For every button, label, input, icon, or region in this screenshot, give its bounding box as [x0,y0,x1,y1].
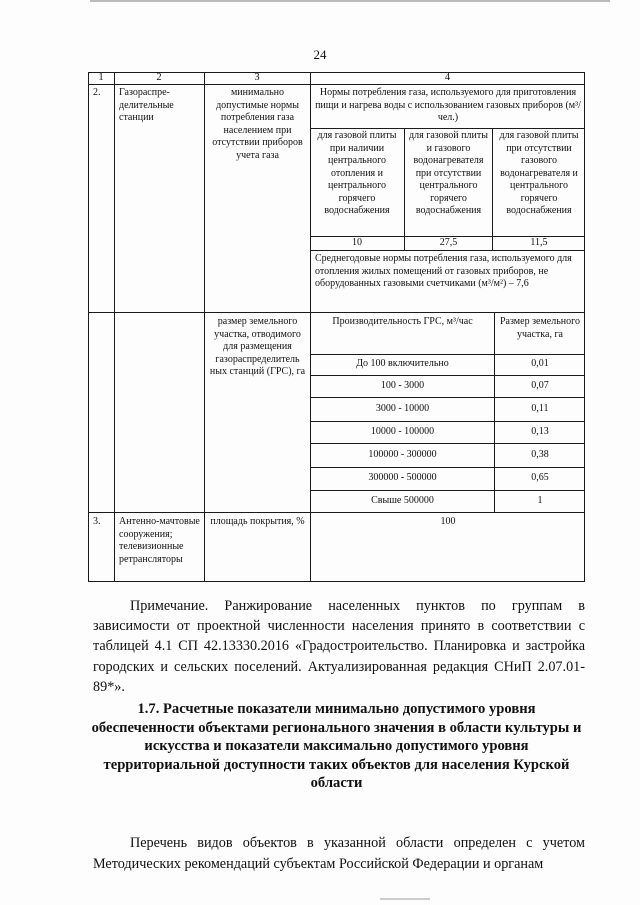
norm-col-label-3: для газовой плиты при отсутствии газового водонагревателя и центрального горячего водоснабжения [499,130,579,216]
norm-col-label-1: для газовой плиты при наличии центрального отопления и центрального горячего водоснабжения [317,130,397,216]
body-paragraph: Перечень видов объектов в указанной области определен с учетом Методических рекомендаций субъектам Российской Федерации и органам [93,835,585,872]
land-size-7: 1 [537,495,543,506]
table-border-left [88,72,89,582]
land-row-divider-1 [310,375,585,376]
norms-title-divider [310,128,585,129]
land-row-divider-5 [310,467,585,468]
note-paragraph: Примечание. Ранжирование населенных пунктов по группам в зависимости от проектной численности населения принято в соответствии с таблицей 4.1 СП 42.13330.2016 «Градостроительство. Планировка и застройка городских и сельских поселений. Актуализированная редакция СНиП 2.07.01-89*». [93,598,585,695]
header-col-3: 3 [254,72,260,83]
gas-norm-indicator: минимально допустимые нормы потребления газа населением при отсутствии приборов учета газа [212,87,303,161]
norms-values-bottom [310,250,585,251]
antenna-indicator: площадь покрытия, % [210,516,305,527]
land-size-6: 0,65 [531,472,549,483]
norm-value-1: 10 [352,237,362,248]
heating-norm-text: Среднегодовые нормы потребления газа, используемого для отопления жилых помещений от газовых приборов, не оборудованных газовыми счетчиками (м³/м²) – 7,6 [315,253,572,289]
land-size-5: 0,38 [531,449,549,460]
land-row-divider-4 [310,443,585,444]
col-divider-1 [114,72,115,582]
land-size-indicator: размер земельного участка, отводимого для размещения газораспределитель ных станций (ГРС), га [209,316,306,377]
land-size-4: 0,13 [531,426,549,437]
norm-value-2: 27,5 [439,237,458,248]
land-row-divider [88,312,585,313]
col-divider-2 [204,72,205,582]
land-row-divider-6 [310,490,585,491]
scan-top-rule [90,0,610,2]
land-capacity-3: 3000 - 10000 [375,403,430,414]
norm-col-label-2: для газовой плиты и газового водонагревателя при отсутствии центрального горячего водоснабжения [409,130,488,216]
land-capacity-2: 100 - 3000 [380,380,425,391]
land-row-divider-2 [310,397,585,398]
land-col-divider [494,312,495,512]
norms-col-divider-a [404,128,405,250]
land-size-2: 0,07 [531,380,549,391]
gas-norms-title: Нормы потребления газа, используемого для приготовления пищи и нагрева воды с использованием газовых приборов (м³/чел.) [315,87,581,123]
land-size-3: 0,11 [531,403,549,414]
land-capacity-6: 300000 - 500000 [368,472,437,483]
land-capacity-1: До 100 включительно [356,358,449,369]
land-capacity-header: Производительность ГРС, м³/час [332,316,473,327]
antenna-row-number: 3. [93,516,101,527]
antenna-row-divider [88,512,585,513]
header-col-4: 4 [444,72,451,83]
land-header-divider [310,354,585,355]
gas-row-number: 2. [93,87,101,98]
antenna-object-name: Антенно-мачтовые сооружения; телевизионные ретрансляторы [119,516,200,565]
scan-bottom-mark [380,898,430,900]
table-border-right [584,72,585,582]
norms-table [88,72,585,582]
gas-object-name: Газораспре-делительные станции [119,87,174,123]
land-row-divider-3 [310,421,585,422]
page-number: 24 [313,47,327,62]
norm-value-3: 11,5 [530,237,548,248]
land-capacity-4: 10000 - 100000 [370,426,435,437]
land-capacity-5: 100000 - 300000 [368,449,437,460]
antenna-value: 100 [440,516,456,527]
land-size-1: 0,01 [531,358,549,369]
header-col-2: 2 [156,72,162,83]
header-col-1: 1 [98,72,104,83]
land-size-header: Размер земельного участка, га [500,316,580,340]
land-capacity-7: Свыше 500000 [371,495,434,506]
section-heading: 1.7. Расчетные показатели минимально допустимого уровня обеспеченности объектами регионального значения в области культуры и искусства и показатели максимально допустимого уровня территориальной доступности таких объектов для населения Курской области [91,701,582,792]
norms-col-divider-b [492,128,493,250]
table-border-bottom [88,581,585,582]
